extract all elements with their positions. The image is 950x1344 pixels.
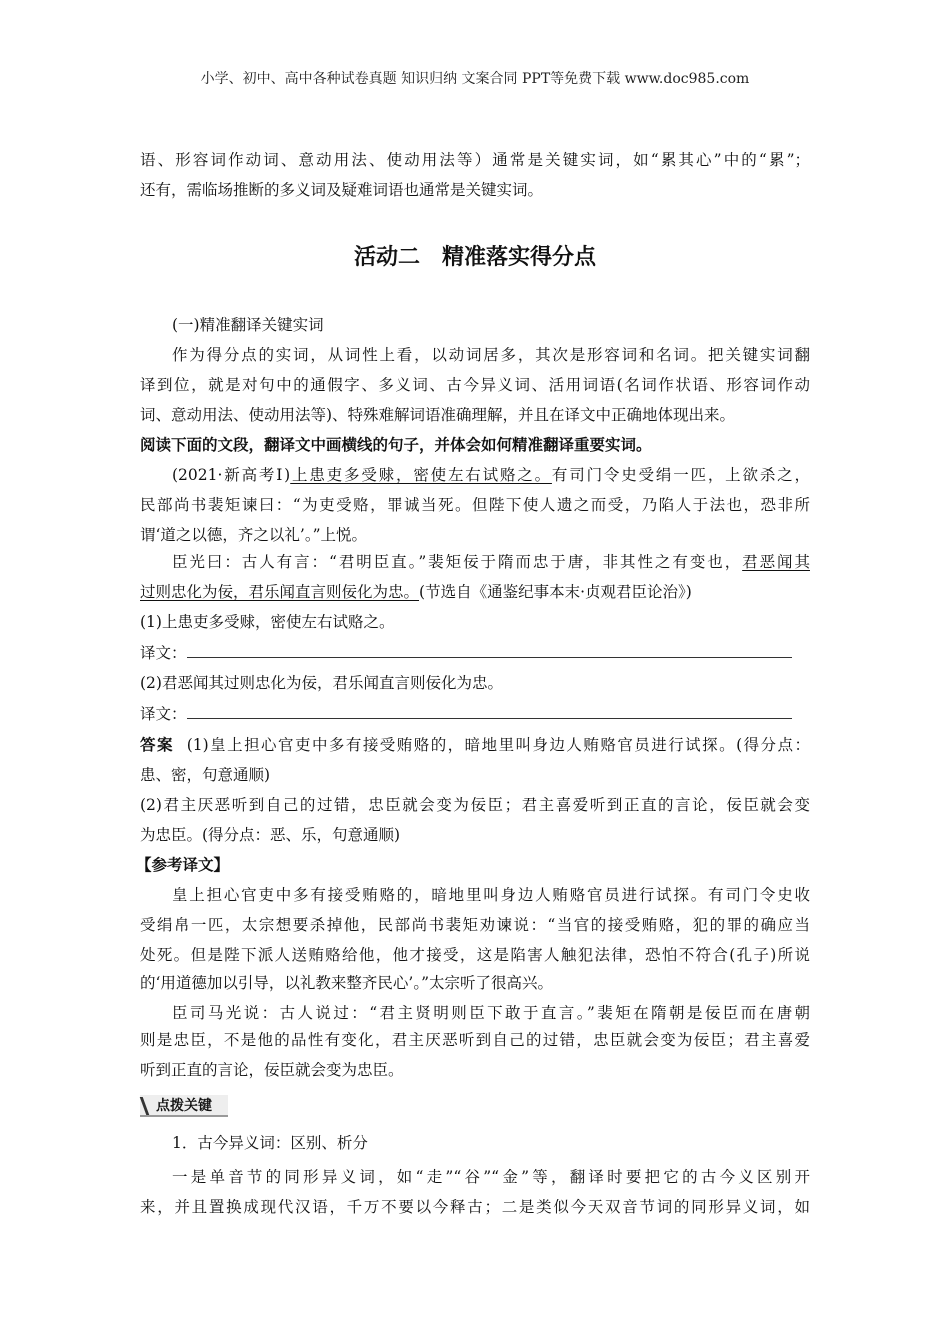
task-instruction: 阅读下面的文段，翻译文中画横线的句子，并体会如何精准翻译重要实词。: [140, 435, 652, 454]
reference-line: 臣司马光说：古人说过：“君主贤明则臣下敢于直言。”裴矩在隋朝是佞臣而在唐朝: [172, 1004, 810, 1022]
intro-line: 语、形容词作动词、意动用法、使动用法等）通常是关键实词，如“累其心”中的“累”；: [140, 151, 810, 169]
tips-line: 一是单音节的同形异义词，如“走”“谷”“金”等，翻译时要把它的古今义区别开: [172, 1168, 810, 1186]
passage-line: 谓‘道之以德，齐之以礼’。”上悦。: [140, 526, 368, 544]
passage-text: 有司门令史受绢一匹，上欲杀之，: [551, 466, 810, 484]
intro-line: 还有，需临场推断的多义词及疑难词语也通常是关键实词。: [140, 181, 544, 199]
underlined-sentence-2: 君恶闻其: [742, 553, 810, 571]
answer-blank[interactable]: [187, 704, 792, 719]
subsection-heading: (一)精准翻译关键实词: [172, 316, 324, 334]
reference-line: 听到正直的言论，佞臣就会变为忠臣。: [140, 1061, 404, 1079]
question-1: (1)上患吏多受赇，密使左右试赂之。: [140, 613, 395, 631]
reference-title: 【参考译文】: [136, 855, 230, 874]
translation-label: 译文：: [140, 705, 187, 723]
answer-line-2[interactable]: [140, 703, 810, 725]
passage-line: [140, 464, 810, 486]
passage-text: 臣光曰：古人有言：“君明臣直。”裴矩佞于隋而忠于唐，非其性之有变也，: [172, 553, 743, 571]
reference-line: 则是忠臣，不是他的品性有变化，君主厌恶听到自己的过错，忠臣就会变为佞臣；君主喜爱: [140, 1031, 810, 1049]
reference-line: 的‘用道德加以引导，以礼教来整齐民心’。”太宗听了很高兴。: [140, 974, 554, 992]
answer-line: 患、密，句意通顺): [140, 766, 271, 784]
section-title: 活动二 精准落实得分点: [353, 245, 596, 270]
source-citation: (节选自《通鉴纪事本末·贞观君臣论治》): [419, 583, 692, 601]
answer-line: 为忠臣。(得分点：恶、乐，句意通顺): [140, 826, 401, 844]
page-header: 小学、初中、高中各种试卷真题 知识归纳 文案合同 PPT等免费下载 www.doc985.com: [200, 71, 750, 87]
underlined-sentence-2: 过则忠化为佞，君乐闻直言则佞化为忠。: [140, 583, 420, 601]
answer-line: (2)君主厌恶听到自己的过错，忠臣就会变为佞臣；君主喜爱听到正直的言论，佞臣就会变: [140, 796, 810, 814]
tips-item-heading: 1．古今异义词：区别、析分: [172, 1134, 368, 1152]
para-line: 词、意动用法、使动用法等)、特殊难解词语准确理解，并且在译文中正确地体现出来。: [140, 406, 736, 424]
answer-label: 答案: [140, 735, 174, 754]
answer-text: (1)皇上担心官吏中多有接受贿赂的，暗地里叫身边人贿赂官员进行试探。(得分点：: [186, 736, 810, 754]
reference-line: 皇上担心官吏中多有接受贿赂的，暗地里叫身边人贿赂官员进行试探。有司门令史收: [172, 886, 810, 904]
translation-label: 译文：: [140, 644, 187, 662]
passage-line: 民部尚书裴矩谏曰：“为吏受赂，罪诚当死。但陛下使人遗之而受，乃陷人于法也，恐非所: [140, 496, 810, 514]
passage-line: [140, 581, 810, 603]
para-line: 译到位，就是对句中的通假字、多义词、古今异义词、活用词语(名词作状语、形容词作动: [140, 376, 810, 394]
underlined-sentence-1: 上患吏多受赇，密使左右试赂之。: [290, 466, 552, 484]
para-line: 作为得分点的实词，从词性上看，以动词居多，其次是形容词和名词。把关键实词翻: [172, 346, 810, 364]
source: (2021·新高考Ⅰ): [172, 466, 291, 484]
tips-banner: 点拨关键: [140, 1095, 228, 1117]
tips-line: 来，并且置换成现代汉语，千万不要以今释古；二是类似今天双音节词的同形异义词，如: [140, 1198, 810, 1216]
passage-line: [140, 551, 810, 573]
question-2: (2)君恶闻其过则忠化为佞，君乐闻直言则佞化为忠。: [140, 674, 503, 692]
reference-line: 处死。但是陛下派人送贿赂给他，他才接受，这是陷害人触犯法律，恐怕不符合(孔子)所说: [140, 946, 810, 964]
answer-line: [140, 734, 810, 756]
answer-blank[interactable]: [187, 643, 792, 658]
reference-line: 受绢帛一匹，太宗想要杀掉他，民部尚书裴矩劝谏说：“当官的接受贿赂，犯的罪的确应当: [140, 916, 810, 934]
answer-line-1[interactable]: [140, 642, 810, 664]
